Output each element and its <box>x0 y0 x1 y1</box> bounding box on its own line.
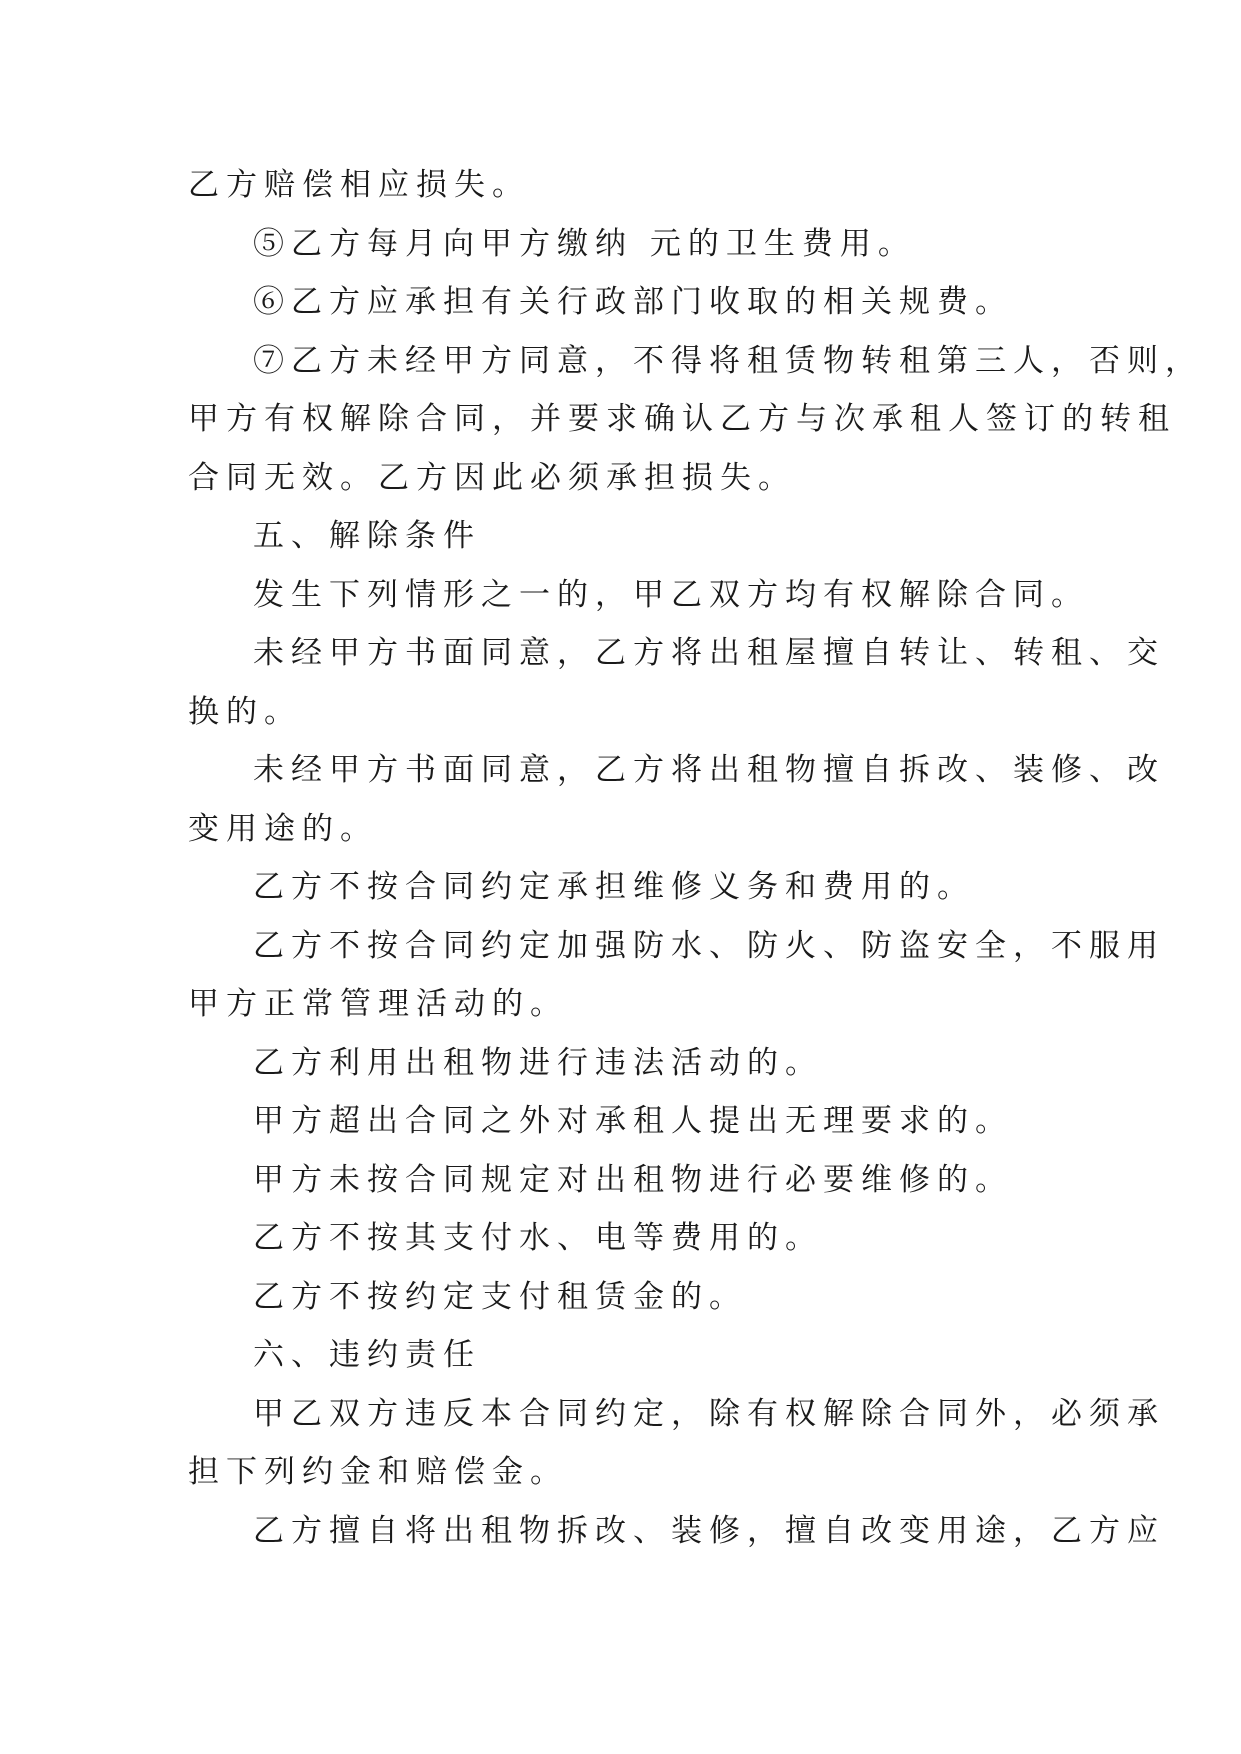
paragraph-16-line-0: 甲乙双方违反本合同约定，除有权解除合同外，必须承 <box>253 1395 1165 1432</box>
paragraph-0-line-0: 乙方赔偿相应损失。 <box>188 167 530 203</box>
paragraph-10-line-0: 乙方利用出租物进行违法活动的。 <box>253 1044 823 1081</box>
paragraph-6-line-0: 未经甲方书面同意，乙方将出租屋擅自转让、转租、交 <box>253 635 1165 671</box>
paragraph-12-line-0: 甲方未按合同规定对出租物进行必要维修的。 <box>253 1161 1013 1198</box>
paragraph-11-line-0: 甲方超出合同之外对承租人提出无理要求的。 <box>253 1103 1013 1139</box>
paragraph-13-line-0: 乙方不按其支付水、电等费用的。 <box>253 1220 823 1256</box>
paragraph-9-line-1: 甲方正常管理活动的。 <box>188 986 568 1022</box>
paragraph-1-line-0: ⑤乙方每月向甲方缴纳 元的卫生费用。 <box>253 225 916 262</box>
paragraph-6-line-1: 换的。 <box>188 693 302 730</box>
paragraph-3-line-0: ⑦乙方未经甲方同意，不得将租赁物转租第三人，否则， <box>253 342 1203 379</box>
paragraph-5-line-0: 发生下列情形之一的，甲乙双方均有权解除合同。 <box>253 576 1089 613</box>
paragraph-4-line-0: 五、解除条件 <box>253 518 481 554</box>
paragraph-7-line-1: 变用途的。 <box>188 810 378 847</box>
paragraph-3-line-1: 甲方有权解除合同，并要求确认乙方与次承租人签订的转租 <box>188 401 1176 437</box>
paragraph-7-line-0: 未经甲方书面同意，乙方将出租物擅自拆改、装修、改 <box>253 752 1165 788</box>
paragraph-8-line-0: 乙方不按合同约定承担维修义务和费用的。 <box>253 869 975 905</box>
paragraph-3-line-2: 合同无效。乙方因此必须承担损失。 <box>188 459 796 496</box>
paragraph-9-line-0: 乙方不按合同约定加强防水、防火、防盗安全，不服用 <box>253 927 1165 964</box>
paragraph-16-line-1: 担下列约金和赔偿金。 <box>188 1454 568 1490</box>
document-body <box>188 156 1203 1560</box>
paragraph-14-line-0: 乙方不按约定支付租赁金的。 <box>253 1278 747 1315</box>
paragraph-2-line-0: ⑥乙方应承担有关行政部门收取的相关规费。 <box>253 284 1013 320</box>
paragraph-17-line-0: 乙方擅自将出租物拆改、装修，擅自改变用途，乙方应 <box>253 1512 1165 1549</box>
paragraph-15-line-0: 六、违约责任 <box>253 1337 481 1373</box>
